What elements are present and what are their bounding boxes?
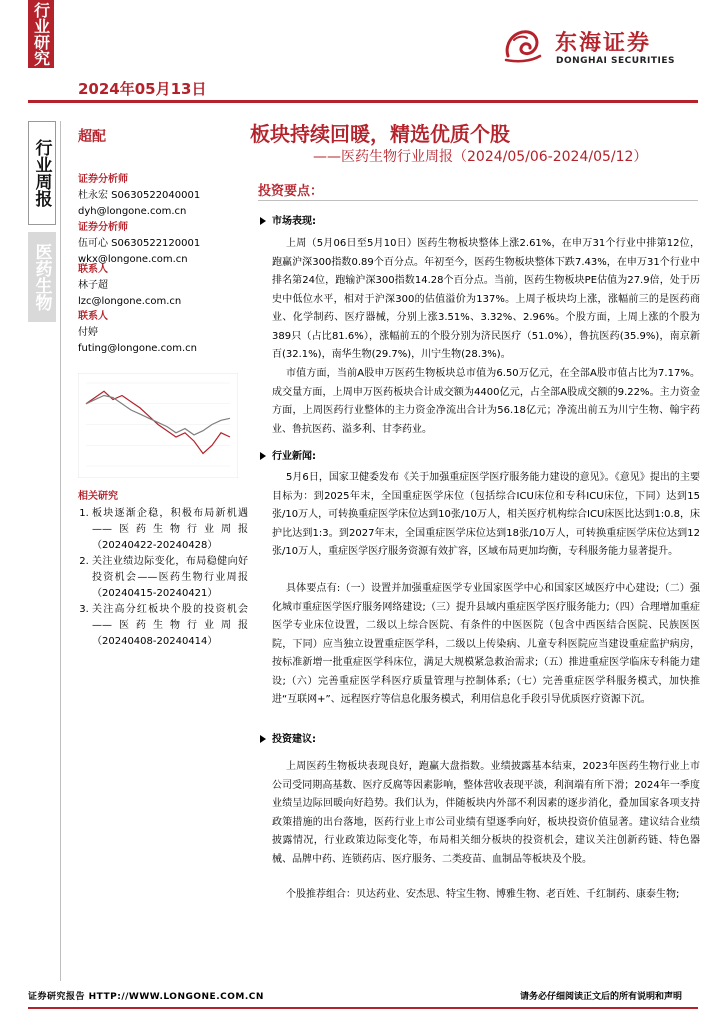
sidebar-divider: [60, 121, 61, 981]
bullet-arrow-icon: [260, 735, 266, 743]
performance-chart: [78, 373, 238, 478]
analyst-block-2: [78, 220, 200, 268]
contact-name: 林子超: [78, 280, 108, 291]
related-item[interactable]: 3. 关注高分红板块个股的投资机会——医药生物行业周报（20240408-20240414）: [92, 602, 248, 650]
section-title: 市场表现:: [272, 216, 316, 227]
footer-divider: [28, 1007, 698, 1009]
contact-block-2: [78, 309, 197, 357]
analyst-name-id: 伍可心 S0630522120001: [78, 238, 201, 249]
sidebar-tab-sector: 医药生物: [28, 232, 56, 322]
section-title: 行业新闻:: [272, 451, 316, 462]
contact-heading: 联系人: [78, 264, 108, 275]
key-points-title: 投资要点：: [258, 184, 324, 199]
news-paragraph-2: 具体要点有:（一）设置并加强重症医学专业国家医学中心和国家区域医疗中心建设;（二）强化城市重症医学医疗服务网络建设;（三）提升县域内重症医学医疗服务能力;（四）合理增加重症医学专业床位设置，二级以上综合医院、有条件的中医医院（包含中西医结合医院、民族医医院，下同）应当独立设置重症医学科，二级以上传染病、儿童专科医院应当建设重症监护病房，按标准新增一批重症医学科床位，满足大规模紧急救治需求;（五）推进重症医学临床专科能力建设;（六）完善重症医学科医疗质量管理与控制体系;（七）完善重症医学科服务模式，加快推进“互联网+”、远程医疗等信息化服务模式，利用信息化手段引导优质医疗资源下沉。: [272, 583, 700, 705]
report-date: 2024年05月13日: [78, 80, 207, 98]
related-research: [78, 489, 248, 650]
rating-label: 超配: [78, 129, 106, 145]
section-news-heading: [260, 447, 316, 462]
contact-name: 付婷: [78, 327, 98, 338]
news-paragraph-1: 5月6日，国家卫健委发布《关于加强重症医学医疗服务能力建设的意见》。《意见》提出的主要目标为：到2025年末，全国重症医学床位（包括综合ICU床位和专科ICU床位，下同）达到15张/10万人，可转换重症医学床位达到10张/10万人，相关医疗机构综合ICU床医比达到1:0.8，床护比达到1:3。到2027年末，全国重症医学床位达到18张/10万人，可转换重症医学床位达到12张/10万人，重症医学医疗服务资源有效扩容，区域布局更加均衡，专科服务能力显著提升。: [272, 472, 700, 557]
donghai-logo-icon: [500, 22, 544, 66]
market-paragraph-1: 上周（5月06日至5月10日）医药生物板块整体上涨2.61%，在申万31个行业中排第12位，跑赢沪深300指数0.89个百分点。年初至今，医药生物板块整体下跌7.43%，在申万31个行业中排名第24位，跑输沪深300指数14.28个百分点。当前，医药生物板块PE估值为27.9倍，处于历史中低位水平，相对于沪深300的估值溢价为137%。上周子板块均上涨，涨幅前三的是医药商业、化学制药、医疗器械，分别上涨3.51%、3.32%、2.96%。个股方面，上周上涨的个股为389只（占比81.6%），涨幅前五的个股分别为济民医疗（51.0%），鲁抗医药(35.9%)，南京新百(32.1%)，南华生物(29.7%)，川宁生物(28.3%)。: [272, 238, 700, 360]
contact-email[interactable]: lzc@longone.com.cn: [78, 296, 182, 307]
related-item[interactable]: 2. 关注业绩边际变化，布局稳健向好投资机会——医药生物行业周报（20240415-20240421）: [92, 554, 248, 602]
related-item[interactable]: 1. 板块逐渐企稳，积极布局新机遇——医药生物行业周报（20240422-20240428）: [92, 506, 248, 554]
logo-text-en: DONGHAI SECURITIES: [556, 56, 675, 66]
analyst-email[interactable]: dyh@longone.com.cn: [78, 206, 187, 217]
report-headline: 板块持续回暖，精选优质个股: [250, 122, 510, 146]
section-advice-heading: [260, 730, 316, 745]
analyst-email[interactable]: wkx@longone.com.cn: [78, 254, 188, 265]
analyst-heading: 证券分析师: [78, 222, 128, 233]
bullet-arrow-icon: [260, 217, 266, 225]
section-market-heading: [260, 212, 316, 227]
chart-frame: [78, 373, 238, 478]
market-paragraph-2: 市值方面，当前A股申万医药生物板块总市值为6.50万亿元，在全部A股市值占比为7.17%。成交量方面，上周申万医药板块合计成交额为4400亿元，占全部A股成交额的9.22%。主力资金方面，上周医药行业整体的主力资金净流出合计为56.18亿元；净流出前五为川宁生物、翰宇药业、鲁抗医药、溢多利、甘李药业。: [272, 368, 700, 435]
section-title: 投资建议:: [272, 734, 316, 745]
contact-heading: 联系人: [78, 311, 108, 322]
related-research-title: 相关研究: [78, 491, 118, 502]
advice-paragraph-1: 上周医药生物板块表现良好，跑赢大盘指数。业绩披露基本结束，2023年医药生物行业上市公司受同期高基数、医疗反腐等因素影响，整体营收表现平淡，利润端有所下滑；2024年一季度业绩呈边际回暖向好趋势。我们认为，伴随板块内外部不利因素的逐步消化，叠加国家各项支持政策措施的出台落地，医药行业上市公司业绩有望逐季向好，板块投资价值显著。建议结合业绩披露情况，行业政策边际变化等，布局相关细分板块的投资机会，建议关注创新药链、特色器械、品牌中药、连锁药店、医疗服务、二类疫苗、血制品等板块及个股。: [272, 761, 700, 865]
key-points-divider: [258, 200, 698, 201]
analyst-heading: 证券分析师: [78, 174, 128, 185]
contact-email[interactable]: futing@longone.com.cn: [78, 343, 197, 354]
analyst-name-id: 杜永宏 S0630522040001: [78, 190, 201, 201]
footer-source[interactable]: 证券研究报告 HTTP://WWW.LONGONE.COM.CN: [28, 992, 264, 1002]
logo-text-cn: 东海证券: [555, 31, 652, 56]
analyst-block-1: [78, 172, 200, 220]
footer-disclaimer: 请务必仔细阅读正文后的所有说明和声明: [520, 992, 683, 1002]
report-subheading: ——医药生物行业周报（2024/05/06-2024/05/12）: [313, 149, 648, 165]
sidebar-tab-weekly: 行业周报: [28, 121, 56, 225]
advice-paragraph-2: 个股推荐组合：贝达药业、安杰思、特宝生物、博雅生物、老百姓、千红制药、康泰生物;: [286, 889, 680, 900]
report-type-tab: 行业研究: [28, 0, 54, 68]
header-divider: [28, 100, 698, 103]
bullet-arrow-icon: [260, 452, 266, 460]
contact-block-1: [78, 262, 181, 310]
